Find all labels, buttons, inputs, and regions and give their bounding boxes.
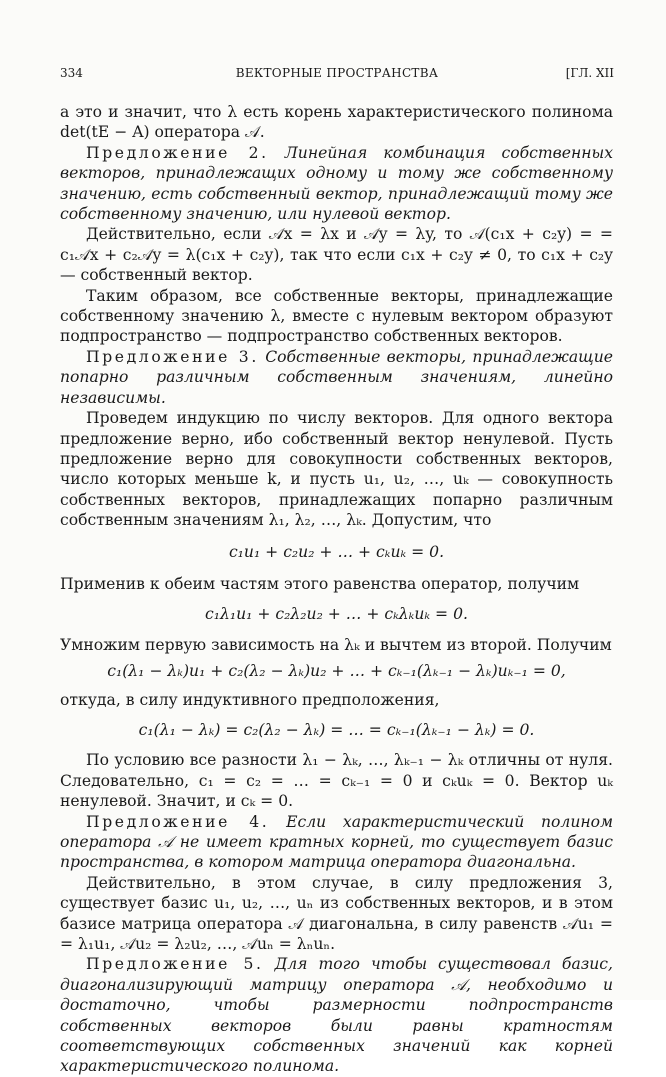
proposition-2-text: Линейная комбинация собственных векторов, принадлежащих одному и тому же собственному значению, есть собственный вектор, принадлежащий тому же собственному значению, или нулевой вектор. — [60, 143, 613, 224]
proposition-4-label: Предложение 4. — [86, 812, 270, 831]
paragraph-3: Действительно, если 𝒜x = λx и 𝒜y = λy, то 𝒜(c₁x + c₂y) = = c₁𝒜x + c₂𝒜y = λ(c₁x + c₂y), так что если c₁x + c₂y ≠ 0, то c₁x + c₂y — собственный вектор. — [60, 225, 613, 285]
page-number: 334 — [60, 66, 83, 80]
paragraph-4: Таким образом, все собственные векторы, принадлежащие собственному значению λ, вместе с нулевым вектором образуют подпространство — подпространство собственных векторов. — [60, 286, 613, 346]
page-body — [60, 102, 613, 1077]
paragraph-1: а это и значит, что λ есть корень характеристического полинома det(tE − A) оператора 𝒜. — [60, 103, 613, 142]
equation-2: c₁λ₁u₁ + c₂λ₂u₂ + … + cₖλₖuₖ = 0. — [205, 605, 468, 624]
proposition-3-label: Предложение 3. — [86, 347, 259, 366]
paragraph-9: откуда, в силу индуктивного предположения, — [60, 690, 440, 709]
equation-4: c₁(λ₁ − λₖ) = c₂(λ₂ − λₖ) = … = cₖ₋₁(λₖ₋₁ − λₖ) = 0. — [138, 720, 535, 739]
proposition-3 — [60, 347, 613, 408]
proposition-4 — [60, 812, 613, 873]
proposition-2 — [60, 143, 613, 225]
running-header — [60, 66, 614, 84]
paragraph-12: Действительно, в этом случае, в силу предложения 3, существует базис u₁, u₂, …, uₙ из собственных векторов, и в этом базисе матрица оператора 𝒜 диагональна, в силу равенств 𝒜u₁ = = λ₁u₁, 𝒜u₂ = λ₂u₂, …, 𝒜uₙ = λₙuₙ. — [60, 873, 613, 954]
running-title: ВЕКТОРНЫЕ ПРОСТРАНСТВА — [235, 66, 439, 80]
equation-1: c₁u₁ + c₂u₂ + … + cₖuₖ = 0. — [228, 542, 445, 561]
chapter-label: [ГЛ. XII — [565, 66, 614, 80]
proposition-5-label: Предложение 5. — [86, 955, 264, 974]
equation-3: c₁(λ₁ − λₖ)u₁ + c₂(λ₂ − λₖ)u₂ + … + cₖ₋₁(λₖ₋₁ − λₖ)uₖ₋₁ = 0, — [107, 662, 566, 681]
paragraph-7: Применив к обеим частям этого равенства оператор, получим — [60, 574, 580, 593]
paragraph-10: По условию все разности λ₁ − λₖ, …, λₖ₋₁ − λₖ отличны от нуля. Следовательно, c₁ = c₂ = … = cₖ₋₁ = 0 и cₖuₖ = 0. Вектор uₖ ненулевой. Значит, и cₖ = 0. — [60, 751, 613, 811]
proposition-3-text: Собственные векторы, принадлежащие попарно различным собственным значениям, линейно независимы. — [60, 347, 613, 407]
proposition-2-label: Предложение 2. — [86, 143, 269, 162]
proposition-5-text: Для того чтобы существовал базис, диагонализирующий матрицу оператора 𝒜, необходимо и достаточно, чтобы размерности подпространств собственных векторов были равны кратностям соответствующих собственных значений как корней характеристического полинома. — [60, 955, 613, 1076]
paragraph-6: Проведем индукцию по числу векторов. Для одного вектора предложение верно, ибо собственный вектор ненулевой. Пусть предложение верно для совокупности собственных векторов, число которых меньше k, и пусть u₁, u₂, …, uₖ — совокупность собственных векторов, принадлежащих попарно различным собственным значениям λ₁, λ₂, …, λₖ. Допустим, что — [60, 409, 613, 530]
proposition-5 — [60, 954, 613, 1076]
proposition-4-text: Если характеристический полином оператора 𝒜 не имеет кратных корней, то существует базис пространства, в котором матрица оператора диагональна. — [60, 812, 613, 872]
paragraph-8: Умножим первую зависимость на λₖ и вычтем из второй. Получим — [60, 635, 612, 654]
